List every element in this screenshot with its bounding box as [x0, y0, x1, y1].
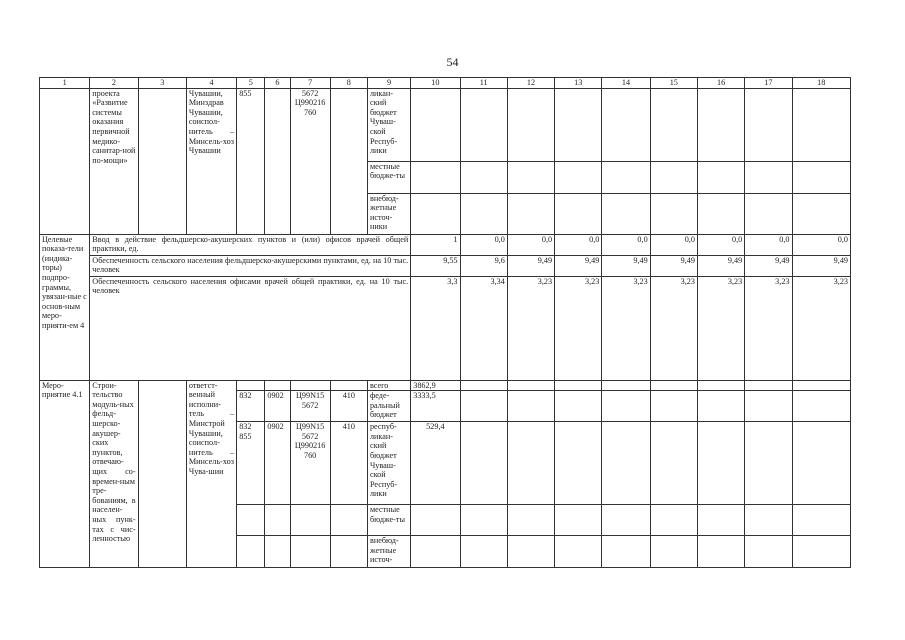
measure-executor: ответст-венный исполни-тель – Минстрой Чувашии, соиспол-нитель – Минсель-хоз Чува-шии — [186, 380, 236, 568]
indicator-value: 3,23 — [507, 276, 554, 380]
column-header: 13 — [555, 78, 602, 89]
table-row — [40, 380, 851, 391]
indicators-label: Целевые показа-тели (индика-торы) подпро-граммы, увязан-ные с основ-ным меро-прияти-ем 4 — [40, 234, 90, 380]
expense-code — [330, 505, 367, 536]
indicator-text: Обеспеченность сельского населения фельдшерско-акушерскими пунктами, ед. на 10 тыс. человек — [90, 255, 411, 276]
expense-code — [330, 380, 367, 391]
column-header: 5 — [237, 78, 265, 89]
indicator-value: 3,23 — [602, 276, 650, 380]
amount — [411, 505, 460, 536]
section-code — [265, 380, 290, 391]
indicator-row — [40, 255, 851, 276]
funding-source: внебюд-жетные источ- — [367, 536, 410, 568]
funding-source: местные бюдже-ты — [367, 505, 410, 536]
target-code — [290, 380, 330, 391]
column-header: 6 — [265, 78, 290, 89]
indicator-value: 9,55 — [411, 255, 460, 276]
funding-source: местные бюдже-ты — [367, 161, 410, 193]
column-header: 12 — [507, 78, 554, 89]
section-code — [265, 88, 290, 234]
indicator-value: 3,23 — [792, 276, 851, 380]
indicator-value: 1 — [411, 234, 460, 255]
executor: Чувашии, Минздрав Чувашии, соиспол-нитель – Минсель-хоз Чувашии — [186, 88, 236, 234]
indicator-value: 9,49 — [507, 255, 554, 276]
amount: 3862,9 — [411, 380, 460, 391]
indicator-value: 9,6 — [460, 255, 507, 276]
column-header: 16 — [697, 78, 744, 89]
column-header: 7 — [290, 78, 330, 89]
page-number: 54 — [446, 55, 459, 69]
indicator-row — [40, 276, 851, 380]
budget-table — [39, 77, 851, 568]
column-header: 2 — [90, 78, 138, 89]
indicator-value: 9,49 — [792, 255, 851, 276]
indicator-value: 3,3 — [411, 276, 460, 380]
indicator-value: 0,0 — [745, 234, 792, 255]
funding-source: внебюд-жетные источ-ники — [367, 193, 410, 234]
indicator-value: 0,0 — [792, 234, 851, 255]
header-row — [40, 78, 851, 89]
column-header: 4 — [186, 78, 236, 89]
table-row — [40, 88, 851, 161]
column-header: 1 — [40, 78, 90, 89]
amount: 529,4 — [411, 422, 460, 505]
indicator-text: Ввод в действие фельдшерско-акушерских пунктов и (или) офисов врачей общей практики, ед. — [90, 234, 411, 255]
amount — [411, 536, 460, 568]
row-label — [40, 88, 90, 234]
indicator-row — [40, 234, 851, 255]
section-code: 0902 — [265, 422, 290, 505]
project-name: проекта «Развитие системы оказания первичной медико-санитар-ной по-мощи» — [90, 88, 138, 234]
grbs-code — [237, 380, 265, 391]
measure-name: Строи-тельство модуль-ных фельд-шерско-акушер-ских пунктов, отвечаю-щих со-времен-ным тре-бованиям, в населен-ных пунк-тах с чис-ленностью — [90, 380, 138, 568]
amount: 3333,5 — [411, 391, 460, 422]
indicator-value: 0,0 — [650, 234, 697, 255]
grbs-code: 832 — [237, 391, 265, 422]
target-code: Ц99N15 5672 Ц990216 760 — [290, 422, 330, 505]
section-code — [265, 505, 290, 536]
indicator-value: 0,0 — [697, 234, 744, 255]
target-code — [290, 505, 330, 536]
column-header: 9 — [367, 78, 410, 89]
column-header: 18 — [792, 78, 851, 89]
funding-source: респуб-ликан-ский бюджет Чуваш-ской Респуб-лики — [367, 422, 410, 505]
section-code: 0902 — [265, 391, 290, 422]
indicator-value: 3,23 — [650, 276, 697, 380]
indicator-value: 9,49 — [602, 255, 650, 276]
indicator-text: Обеспеченность сельского населения офисами врачей общей практики, ед. на 10 тыс. человек — [90, 276, 411, 380]
grbs-code: 832 855 — [237, 422, 265, 505]
indicator-value: 9,49 — [745, 255, 792, 276]
target-code — [290, 536, 330, 568]
funding-source: всего — [367, 380, 410, 391]
indicator-value: 3,23 — [745, 276, 792, 380]
indicator-value: 3,23 — [697, 276, 744, 380]
column-header: 15 — [650, 78, 697, 89]
column-header: 11 — [460, 78, 507, 89]
cell-empty — [138, 88, 186, 234]
indicator-value: 9,49 — [697, 255, 744, 276]
indicator-value: 0,0 — [460, 234, 507, 255]
column-header: 17 — [745, 78, 792, 89]
column-header: 8 — [330, 78, 367, 89]
grbs-code: 855 — [237, 88, 265, 234]
expense-code — [330, 88, 367, 234]
funding-source: ликан-ский бюджет Чуваш-ской Респуб-лики — [367, 88, 410, 161]
grbs-code — [237, 505, 265, 536]
target-code: Ц99N15 5672 — [290, 391, 330, 422]
indicator-value: 3,34 — [460, 276, 507, 380]
column-header: 14 — [602, 78, 650, 89]
indicator-value: 0,0 — [507, 234, 554, 255]
column-header: 10 — [411, 78, 460, 89]
target-code: 5672 Ц990216 760 — [290, 88, 330, 234]
cell-empty — [138, 380, 186, 568]
grbs-code — [237, 536, 265, 568]
funding-source: феде-ральный бюджет — [367, 391, 410, 422]
indicator-value: 0,0 — [555, 234, 602, 255]
measure-label: Меро-приятие 4.1 — [40, 380, 90, 568]
expense-code: 410 — [330, 391, 367, 422]
indicator-value: 9,49 — [650, 255, 697, 276]
indicator-value: 3,23 — [555, 276, 602, 380]
indicator-value: 0,0 — [602, 234, 650, 255]
section-code — [265, 536, 290, 568]
column-header: 3 — [138, 78, 186, 89]
indicator-value: 9,49 — [555, 255, 602, 276]
expense-code — [330, 536, 367, 568]
expense-code: 410 — [330, 422, 367, 505]
